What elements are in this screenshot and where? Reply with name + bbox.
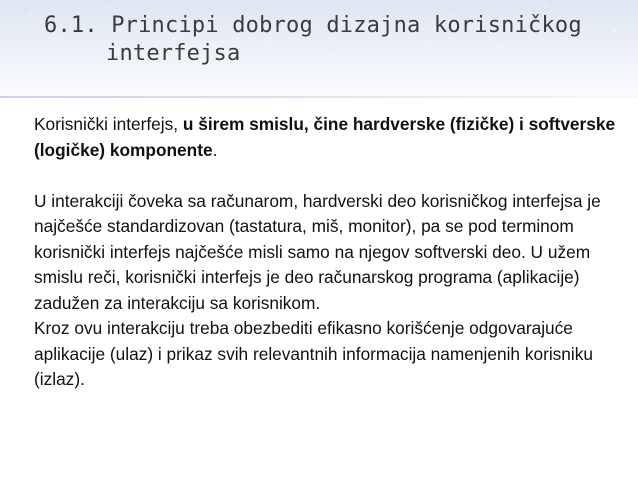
paragraph-definition-end: . bbox=[212, 139, 218, 160]
paragraph-efficiency: Kroz ovu interakciju treba obezbediti efikasno korišćenje odgovarajuće aplikacije (ulaz) i prikaz svih relevantnih informacija namenjenih korisniku (izlaz). bbox=[34, 318, 594, 389]
header-divider bbox=[0, 96, 638, 98]
paragraph-definition-intro: Korisnički interfejs, bbox=[34, 114, 183, 134]
paragraph-definition bbox=[34, 112, 624, 163]
paragraph-interaction: U interakciji čoveka sa računarom, hardverski deo korisničkog interfejsa je najčešće standardizovan (tastatura, miš, monitor), pa se pod terminom korisnički interfejs najčešće misli samo na njegov softverski deo. U užem smislu reči, korisnički interfejs je deo računarskog programa (aplikacije) zadužen za interakciju sa korisnikom. bbox=[34, 190, 601, 313]
title-line-1: 6.1. Principi dobrog dizajna korisničkog bbox=[44, 13, 582, 38]
paragraph-definition-bold: u širem smislu, čine hardverske (fizičke) i softverske (logičke) komponente bbox=[34, 114, 616, 160]
paragraph-spacer bbox=[34, 163, 624, 189]
slide-body bbox=[34, 112, 624, 393]
title-line-2: interfejsa bbox=[106, 41, 241, 66]
slide-title bbox=[44, 12, 604, 68]
